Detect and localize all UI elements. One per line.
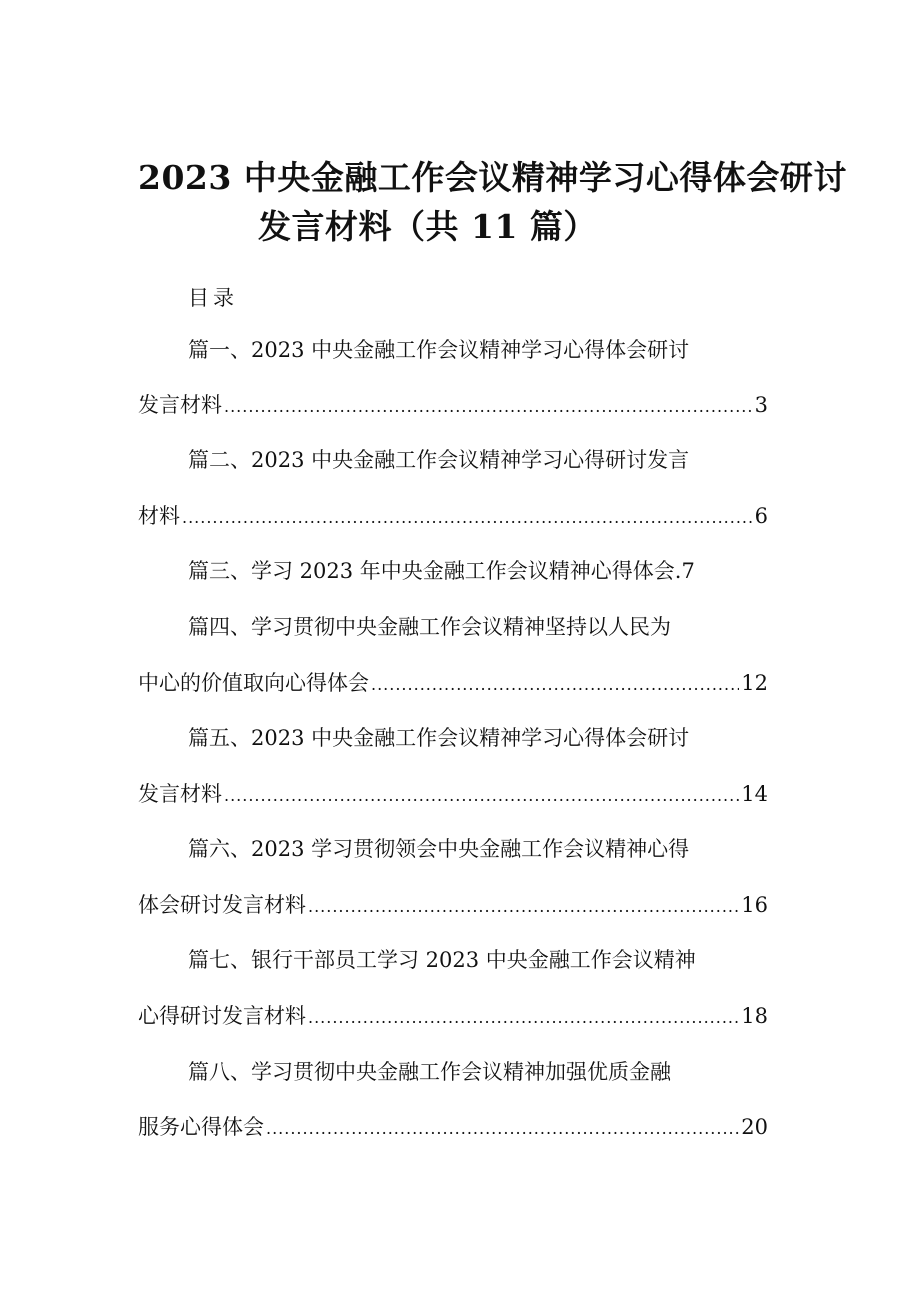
toc-entry-2-continuation[interactable]: [138, 502, 768, 532]
toc-entry-6-page: 16: [741, 893, 768, 917]
toc-leader-dots: [308, 1004, 739, 1032]
toc-entry-4-continuation[interactable]: [138, 669, 768, 699]
toc-entry-7-title[interactable]: 篇七、银行干部员工学习 2023 中央金融工作会议精神: [188, 948, 696, 972]
toc-entry-6-label: 体会研讨发言材料: [138, 893, 306, 917]
toc-entry-8-label: 服务心得体会: [138, 1115, 264, 1139]
toc-entry-4-page: 12: [741, 671, 768, 695]
toc-entry-2-label: 材料: [138, 504, 180, 528]
toc-leader-dots: [224, 393, 753, 421]
document-title-line-1: 2023 中央金融工作会议精神学习心得体会研讨: [138, 158, 847, 197]
toc-entry-2-title[interactable]: 篇二、2023 中央金融工作会议精神学习心得研讨发言: [188, 448, 690, 472]
toc-entry-5-page: 14: [741, 782, 768, 806]
toc-entry-7-continuation[interactable]: [138, 1002, 768, 1032]
toc-leader-dots: [371, 671, 739, 699]
toc-entry-7-label: 心得研讨发言材料: [138, 1004, 306, 1028]
toc-entry-8-page: 20: [741, 1115, 768, 1139]
toc-entry-1-label: 发言材料: [138, 393, 222, 417]
toc-entry-5-label: 发言材料: [138, 782, 222, 806]
toc-leader-dots: [308, 893, 739, 921]
toc-leader-dots: [266, 1115, 739, 1143]
toc-entry-3-title[interactable]: 篇三、学习 2023 年中央金融工作会议精神心得体会.7: [188, 559, 695, 583]
toc-leader-dots: [182, 504, 753, 532]
toc-entry-1-continuation[interactable]: [138, 391, 768, 421]
toc-entry-8-continuation[interactable]: [138, 1113, 768, 1143]
toc-entry-5-title[interactable]: 篇五、2023 中央金融工作会议精神学习心得体会研讨: [188, 726, 690, 750]
toc-leader-dots: [224, 782, 739, 810]
toc-entry-2-page: 6: [754, 504, 768, 528]
toc-entry-1-page: 3: [754, 393, 768, 417]
toc-heading: 目录: [188, 286, 238, 310]
toc-entry-7-page: 18: [741, 1004, 768, 1028]
toc-entry-8-title[interactable]: 篇八、学习贯彻中央金融工作会议精神加强优质金融: [188, 1060, 671, 1084]
toc-entry-1-title[interactable]: 篇一、2023 中央金融工作会议精神学习心得体会研讨: [188, 338, 690, 362]
toc-entry-6-continuation[interactable]: [138, 891, 768, 921]
toc-entry-4-label: 中心的价值取向心得体会: [138, 671, 369, 695]
toc-entry-6-title[interactable]: 篇六、2023 学习贯彻领会中央金融工作会议精神心得: [188, 837, 690, 861]
toc-entry-4-title[interactable]: 篇四、学习贯彻中央金融工作会议精神坚持以人民为: [188, 615, 671, 639]
document-title-line-2: 发言材料（共 11 篇）: [258, 207, 597, 246]
toc-entry-5-continuation[interactable]: [138, 780, 768, 810]
